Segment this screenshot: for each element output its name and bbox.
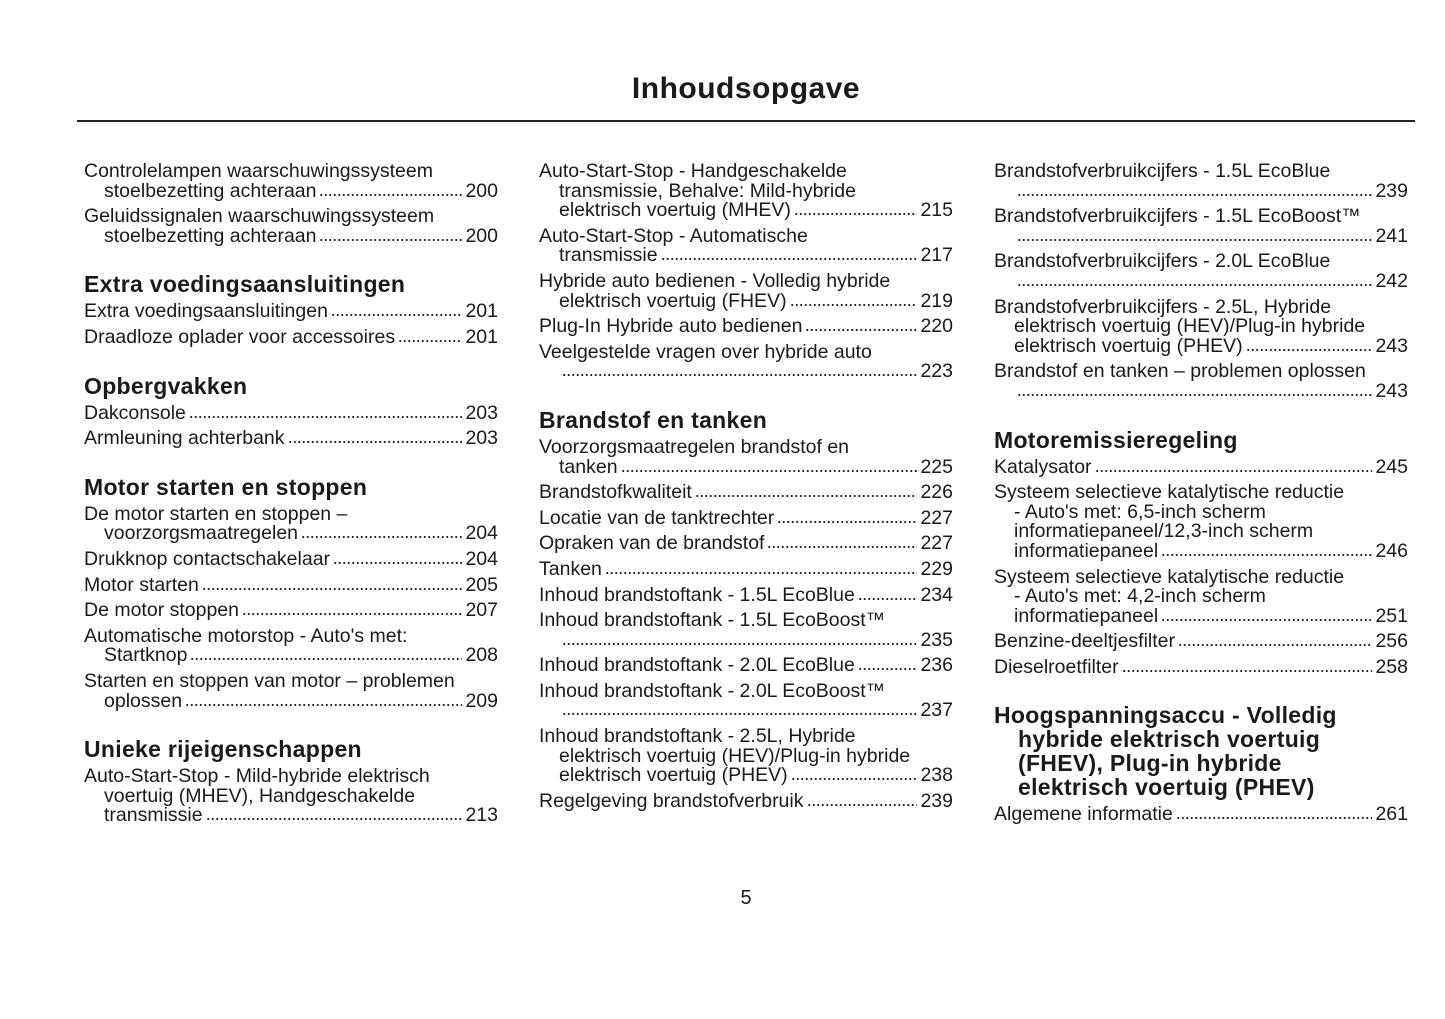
toc-section	[994, 703, 1408, 825]
dot-leader	[398, 337, 462, 343]
toc-entry-text: De motor stoppen	[84, 599, 240, 622]
toc-entry[interactable]	[84, 601, 498, 621]
dot-leader	[301, 533, 462, 539]
toc-entry[interactable]	[994, 362, 1408, 401]
toc-page-number: 225	[920, 455, 953, 478]
toc-entry[interactable]	[539, 583, 953, 606]
dot-leader	[562, 710, 917, 716]
toc-entry-line	[539, 557, 953, 580]
toc-entry-text: Inhoud brandstoftank - 2.5L, Hybride	[539, 725, 856, 748]
toc-entry-text: Motor starten	[84, 573, 199, 596]
toc-entry-line	[994, 604, 1408, 627]
toc-page-number: 246	[1375, 539, 1408, 562]
toc-entry[interactable]	[994, 655, 1408, 678]
toc-entry[interactable]	[539, 789, 953, 812]
toc-entry[interactable]	[994, 252, 1408, 291]
toc-section	[84, 374, 498, 449]
toc-entry-line	[539, 340, 953, 363]
toc-page-number: 200	[465, 179, 498, 202]
toc-page-number: 208	[465, 644, 498, 667]
toc-entry[interactable]	[994, 455, 1408, 478]
toc-page-number: 227	[920, 532, 953, 555]
toc-page-number: 219	[920, 289, 953, 312]
toc-entry-text: transmissie, Behalve: Mild-hybride	[559, 179, 856, 202]
dot-leader	[794, 210, 918, 216]
section-heading-line: Unieke rijeigenschappen	[84, 736, 362, 763]
toc-entry-line	[994, 805, 1408, 825]
toc-entry-line	[539, 727, 953, 747]
toc-entry[interactable]	[994, 162, 1408, 201]
dot-leader	[1017, 191, 1372, 197]
toc-entry-text: informatiepaneel/12,3-inch scherm	[1014, 520, 1314, 543]
dot-leader	[189, 413, 463, 419]
toc-page-number: 251	[1375, 604, 1408, 627]
toc-entry[interactable]	[539, 224, 953, 267]
toc-page-number: 220	[920, 315, 953, 338]
toc-entry[interactable]	[994, 207, 1408, 246]
toc-entry-text: Opraken van de brandstof	[539, 532, 765, 555]
toc-entry-text: Inhoud brandstoftank - 1.5L EcoBoost™	[539, 609, 886, 632]
toc-entry[interactable]	[84, 767, 498, 826]
toc-entry-text: Armleuning achterbank	[84, 427, 285, 450]
toc-entry-text: Auto-Start-Stop - Automatische	[539, 224, 808, 247]
toc-entry-text: Benzine-deeltjesfilter	[994, 630, 1176, 653]
toc-entry[interactable]	[84, 502, 498, 545]
toc-entry-text: Starten en stoppen van motor – problemen	[84, 669, 455, 692]
toc-entry-text: Tanken	[539, 557, 602, 580]
toc-entry-line	[539, 506, 953, 529]
toc-entry-text: voorzorgsmaatregelen	[104, 522, 299, 545]
toc-page-number: 209	[465, 689, 498, 712]
dot-leader	[206, 815, 463, 821]
dot-leader	[805, 326, 917, 332]
toc-entry-line	[994, 179, 1408, 202]
toc-entry-text: Auto-Start-Stop - Mild-hybride elektrisch	[84, 765, 430, 788]
toc-entry-line	[994, 455, 1408, 478]
toc-entry-line	[84, 224, 498, 247]
toc-entry[interactable]	[539, 656, 953, 676]
toc-entry[interactable]	[84, 401, 498, 424]
toc-entry-line	[84, 689, 498, 712]
section-heading-line: hybride elektrisch voertuig	[1018, 726, 1321, 753]
section-heading-line: Hoogspanningsaccu - Volledig	[994, 702, 1337, 729]
toc-page-number: 243	[1375, 379, 1408, 402]
toc-page-number: 217	[920, 244, 953, 267]
toc-entry-line	[539, 789, 953, 812]
toc-entry[interactable]	[539, 506, 953, 529]
toc-entry-line	[994, 317, 1408, 337]
toc-entry-text: Startknop	[104, 644, 188, 667]
toc-section	[994, 428, 1408, 678]
toc-entry-text: Systeem selectieve katalytische reductie	[994, 565, 1345, 588]
toc-entry-text: transmissie	[559, 244, 658, 267]
dot-leader	[242, 610, 462, 616]
toc-entry[interactable]	[84, 429, 498, 449]
toc-entry-text: Automatische motorstop - Auto's met:	[84, 624, 408, 647]
toc-entry-line	[994, 632, 1408, 652]
toc-page-number: 236	[920, 654, 953, 677]
toc-entry-text: elektrisch voertuig (HEV)/Plug-in hybride	[1014, 315, 1366, 338]
section-heading-line: Opbergvakken	[84, 372, 248, 399]
toc-entry-line	[539, 455, 953, 478]
toc-entry-line	[539, 656, 953, 676]
toc-entry-line	[539, 628, 953, 651]
toc-entry-text: elektrisch voertuig (FHEV)	[559, 289, 787, 312]
toc-entry-text: Brandstofverbruikcijfers - 1.5L EcoBoost™	[994, 205, 1361, 228]
toc-entry-line	[539, 483, 953, 503]
toc-page-number: 201	[465, 300, 498, 323]
toc-entry-line	[84, 669, 498, 692]
section-heading-line: Motoremissieregeling	[994, 426, 1238, 453]
toc-entry[interactable]	[539, 435, 953, 478]
toc-entry[interactable]	[84, 624, 498, 667]
toc-page-number: 203	[465, 427, 498, 450]
toc-entry-text: oplossen	[104, 689, 183, 712]
toc-entry-line	[994, 334, 1408, 357]
toc-entry-line	[994, 483, 1408, 503]
section-heading	[84, 272, 498, 296]
toc-entry-text: Inhoud brandstoftank - 2.0L EcoBlue	[539, 654, 855, 677]
toc-page-number: 237	[920, 699, 953, 722]
toc-entry-text: Auto-Start-Stop - Handgeschakelde	[539, 160, 847, 182]
dot-leader	[1161, 616, 1372, 622]
toc-entry-text: Inhoud brandstoftank - 2.0L EcoBoost™	[539, 679, 886, 702]
toc-entry-line	[994, 655, 1408, 678]
toc-entry-text: Algemene informatie	[994, 803, 1173, 826]
toc-page-number: 241	[1375, 224, 1408, 247]
toc-entry-text: elektrisch voertuig (HEV)/Plug-in hybride	[559, 744, 911, 767]
toc-page-number: 242	[1375, 269, 1408, 292]
toc-entry-line	[539, 289, 953, 312]
dot-leader	[621, 467, 918, 473]
toc-entry[interactable]	[84, 162, 498, 201]
toc-entry-line	[84, 401, 498, 424]
toc-entry-line	[539, 162, 953, 182]
toc-entry-line	[539, 701, 953, 721]
dot-leader	[1017, 236, 1372, 242]
toc-entry-line	[84, 207, 498, 227]
section-heading	[539, 408, 953, 432]
toc-entry[interactable]	[539, 727, 953, 786]
toc-entry-text: Veelgestelde vragen over hybride auto	[539, 340, 872, 363]
dot-leader	[1017, 391, 1372, 397]
toc-entry[interactable]	[84, 573, 498, 596]
section-heading-line: Extra voedingsaansluitingen	[84, 271, 406, 298]
toc-page-number: 258	[1375, 655, 1408, 678]
toc-entry-line	[994, 522, 1408, 542]
toc-entry[interactable]	[84, 302, 498, 322]
toc-entry-line	[539, 201, 953, 221]
toc-entry[interactable]	[84, 547, 498, 570]
dot-leader	[767, 543, 917, 549]
dot-leader	[661, 255, 918, 261]
section-heading-line: elektrisch voertuig (PHEV)	[1018, 774, 1315, 801]
toc-entry[interactable]	[84, 325, 498, 348]
toc-entry-text: Draadloze oplader voor accessoires	[84, 325, 396, 348]
toc-entry-line	[994, 269, 1408, 292]
toc-entry-line	[84, 767, 498, 787]
toc-entry-line	[539, 679, 953, 702]
toc-page-number: 235	[920, 628, 953, 651]
dot-leader	[807, 801, 918, 807]
dot-leader	[858, 595, 918, 601]
toc-entry-text: De motor starten en stoppen –	[84, 502, 348, 525]
dot-leader	[288, 438, 463, 444]
toc-entry-text: - Auto's met: 6,5-inch scherm	[1014, 500, 1266, 523]
toc-entry-line	[84, 302, 498, 322]
toc-page-number: 204	[465, 547, 498, 570]
toc-entry-line	[994, 539, 1408, 562]
section-heading	[84, 374, 498, 398]
dot-leader	[562, 371, 917, 377]
toc-entry-line	[539, 435, 953, 458]
toc-entry-text: Brandstofkwaliteit	[539, 481, 692, 504]
toc-page-number: 207	[465, 599, 498, 622]
toc-entry-text: Brandstofverbruikcijfers - 1.5L EcoBlue	[994, 160, 1331, 182]
dot-leader	[791, 775, 918, 781]
toc-page-number: 223	[920, 360, 953, 383]
dot-leader	[1122, 667, 1373, 673]
toc-section	[84, 475, 498, 711]
toc-entry-line	[84, 547, 498, 570]
toc-entry-line	[994, 379, 1408, 402]
toc-entry-line	[539, 583, 953, 606]
dot-leader	[319, 191, 462, 197]
dot-leader	[333, 559, 462, 565]
toc-entry-text: - Auto's met: 4,2-inch scherm	[1014, 585, 1266, 608]
title-divider	[77, 120, 1415, 122]
toc-entry-line	[539, 362, 953, 382]
toc-entry-text: Hybride auto bedienen - Volledig hybride	[539, 269, 891, 292]
toc-entry-text: Locatie van de tanktrechter	[539, 506, 775, 529]
section-heading	[84, 737, 498, 761]
dot-leader	[858, 665, 918, 671]
dot-leader	[695, 492, 918, 498]
toc-page-number: 229	[920, 557, 953, 580]
toc-entry-text: Drukknop contactschakelaar	[84, 547, 331, 570]
toc-entry[interactable]	[539, 557, 953, 580]
toc-section	[84, 162, 498, 246]
toc-entry[interactable]	[994, 632, 1408, 652]
page-number: 5	[740, 887, 752, 909]
toc-entry-line	[994, 207, 1408, 227]
toc-entry-line	[994, 587, 1408, 607]
toc-entry[interactable]	[994, 483, 1408, 561]
toc-entry[interactable]	[539, 534, 953, 554]
toc-entry-text: Dakconsole	[84, 401, 186, 424]
toc-page-number: 203	[465, 401, 498, 424]
toc-entry-text: elektrisch voertuig (PHEV)	[1014, 334, 1243, 357]
dot-leader	[1178, 641, 1372, 647]
toc-entry-text: Brandstofverbruikcijfers - 2.5L, Hybride	[994, 295, 1332, 318]
toc-page-number: 234	[920, 583, 953, 606]
toc-section	[84, 272, 498, 347]
toc-page-number: 238	[920, 764, 953, 787]
toc-entry[interactable]	[994, 805, 1408, 825]
toc-entry-text: Katalysator	[994, 455, 1092, 478]
toc-entry[interactable]	[539, 269, 953, 312]
dot-leader	[777, 518, 917, 524]
toc-entry-text: Controlelampen waarschuwingssysteem	[84, 160, 433, 182]
toc-entry[interactable]	[539, 317, 953, 337]
section-heading	[84, 475, 498, 499]
toc-entry-text: Brandstof en tanken – problemen oplossen	[994, 360, 1366, 383]
toc-entry[interactable]	[539, 340, 953, 383]
toc-entry-line	[539, 534, 953, 554]
toc-section	[994, 162, 1408, 402]
toc-entry[interactable]	[539, 611, 953, 650]
toc-entry-text: Brandstofverbruikcijfers - 2.0L EcoBlue	[994, 250, 1331, 273]
toc-column-2	[539, 162, 953, 837]
toc-entry-line	[84, 325, 498, 348]
section-heading-line: Motor starten en stoppen	[84, 473, 368, 500]
toc-entry-line	[994, 252, 1408, 272]
toc-entry-line	[84, 162, 498, 182]
toc-entry[interactable]	[539, 483, 953, 503]
toc-entry-line	[84, 429, 498, 449]
toc-page-number: 200	[465, 224, 498, 247]
toc-entry-line	[84, 806, 498, 826]
toc-page-number: 261	[1375, 803, 1408, 826]
toc-page-number: 215	[920, 199, 953, 222]
toc-section	[539, 162, 953, 382]
toc-entry[interactable]	[994, 295, 1408, 357]
toc-entry[interactable]	[539, 162, 953, 221]
toc-page-number: 243	[1375, 334, 1408, 357]
toc-entry-text: stoelbezetting achteraan	[104, 224, 317, 247]
toc-entry-line	[994, 162, 1408, 182]
toc-page-number: 239	[920, 789, 953, 812]
toc-page-number: 226	[920, 481, 953, 504]
dot-leader	[1246, 346, 1373, 352]
toc-entry-text: stoelbezetting achteraan	[104, 179, 317, 202]
toc-page-number: 256	[1375, 630, 1408, 653]
dot-leader	[1095, 467, 1373, 473]
toc-column-1	[84, 162, 498, 852]
toc-entry-text: voertuig (MHEV), Handgeschakelde	[104, 784, 416, 807]
toc-entry-text: Dieselroetfilter	[994, 655, 1119, 678]
dot-leader	[605, 569, 918, 575]
section-heading	[994, 703, 1408, 799]
dot-leader	[790, 301, 918, 307]
toc-section	[539, 408, 953, 812]
section-heading	[994, 428, 1408, 452]
dot-leader	[202, 585, 463, 591]
toc-entry-text: Geluidssignalen waarschuwingssysteem	[84, 205, 435, 228]
toc-page-number: 213	[465, 804, 498, 827]
dot-leader	[1176, 814, 1373, 820]
toc-entry-line	[84, 179, 498, 202]
toc-entry-line	[84, 646, 498, 666]
section-heading-line: Brandstof en tanken	[539, 406, 768, 433]
page-title: Inhoudsopgave	[631, 72, 861, 105]
toc-entry-text: elektrisch voertuig (MHEV)	[559, 199, 791, 222]
section-heading-line: (FHEV), Plug-in hybride	[1018, 750, 1282, 777]
toc-section	[84, 737, 498, 826]
toc-entry-line	[539, 269, 953, 292]
toc-entry-line	[84, 601, 498, 621]
toc-entry-line	[84, 573, 498, 596]
toc-page-number: 204	[465, 522, 498, 545]
toc-entry[interactable]	[84, 669, 498, 712]
toc-page-number: 239	[1375, 179, 1408, 202]
dot-leader	[190, 655, 462, 661]
toc-entry-line	[994, 362, 1408, 382]
toc-entry-text: elektrisch voertuig (PHEV)	[559, 764, 788, 787]
dot-leader	[1017, 281, 1372, 287]
toc-entry-line	[539, 317, 953, 337]
toc-page-number: 205	[465, 573, 498, 596]
toc-entry-line	[994, 224, 1408, 247]
toc-entry-text: Extra voedingsaansluitingen	[84, 300, 328, 323]
toc-entry-line	[539, 611, 953, 631]
toc-column-3	[994, 162, 1408, 851]
toc-entry[interactable]	[539, 679, 953, 722]
dot-leader	[1161, 551, 1372, 557]
toc-page-number: 201	[465, 325, 498, 348]
toc-entry-text: Inhoud brandstoftank - 1.5L EcoBlue	[539, 583, 855, 606]
toc-entry-text: Voorzorgsmaatregelen brandstof en	[539, 435, 850, 458]
dot-leader	[331, 311, 463, 317]
dot-leader	[319, 236, 462, 242]
toc-entry-line	[84, 524, 498, 544]
toc-entry-text: tanken	[559, 455, 618, 478]
dot-leader	[185, 701, 462, 707]
toc-entry-line	[539, 246, 953, 266]
dot-leader	[562, 640, 917, 646]
toc-entry-text: informatiepaneel	[1014, 604, 1159, 627]
toc-entry-text: Plug-In Hybride auto bedienen	[539, 315, 803, 338]
toc-entry[interactable]	[994, 565, 1408, 627]
toc-entry-text: Regelgeving brandstofverbruik	[539, 789, 804, 812]
toc-entry-text: transmissie	[104, 804, 203, 827]
toc-page-number: 227	[920, 506, 953, 529]
toc-entry-line	[539, 766, 953, 786]
toc-entry[interactable]	[84, 207, 498, 246]
toc-entry-text: Systeem selectieve katalytische reductie	[994, 481, 1345, 504]
toc-page-number: 245	[1375, 455, 1408, 478]
toc-entry-text: informatiepaneel	[1014, 539, 1159, 562]
